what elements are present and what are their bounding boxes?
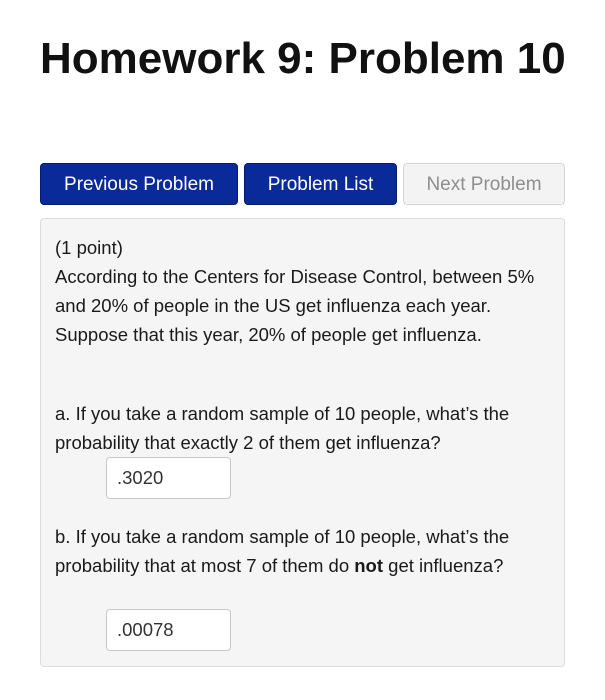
problem-intro: According to the Centers for Disease Control, between 5% and 20% of people in the US get influenza each year. Suppose that this year, 20% of people get influenza. [55, 266, 535, 345]
answer-a-input[interactable] [106, 457, 231, 499]
question-b-text-after: get influenza? [383, 555, 504, 576]
question-a: a. If you take a random sample of 10 people, what’s the probability that exactly 2 of them get influenza? [55, 403, 510, 453]
previous-problem-button[interactable]: Previous Problem [40, 163, 238, 205]
problem-panel [40, 218, 565, 667]
next-problem-button: Next Problem [403, 163, 565, 205]
question-b-emphasis: not [354, 555, 384, 576]
question-b [55, 522, 545, 580]
problem-list-button[interactable]: Problem List [244, 163, 397, 205]
points-label: (1 point) [55, 237, 123, 258]
page-title: Homework 9: Problem 10 [40, 34, 566, 83]
question-b-text-before: b. If you take a random sample of 10 people, what’s the probability that at most 7 of them do [55, 526, 510, 576]
answer-b-input[interactable] [106, 609, 231, 651]
